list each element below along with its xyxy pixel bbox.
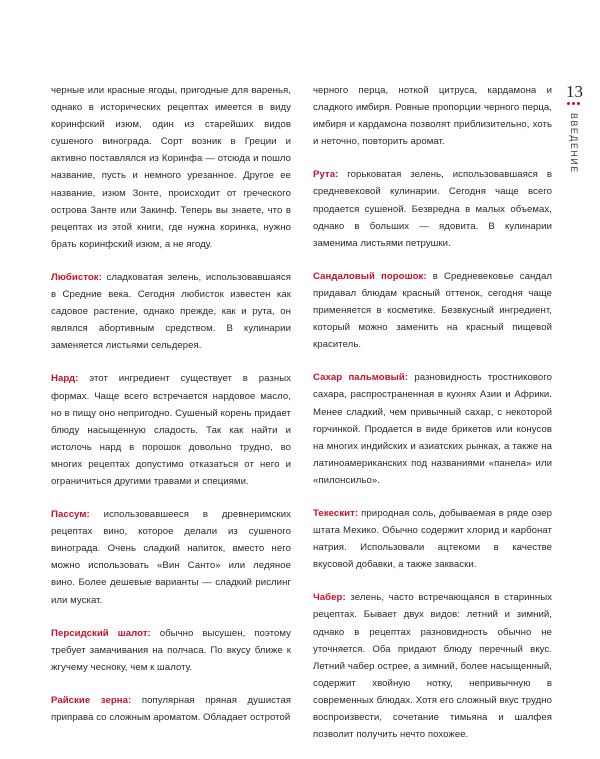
glossary-entry bbox=[313, 166, 552, 251]
entry-term: Текескит: bbox=[313, 507, 359, 519]
glossary-entry bbox=[51, 370, 291, 490]
page-number: 13 bbox=[566, 82, 583, 101]
entry-text: сладковатая зелень, использовавшаяся в Средние века. Сегодня любисток известен как садовое растение, однако прежде, как и рута, он являлся абортивным средством. В кулинарии заменяется листьями сельдерея. bbox=[51, 271, 291, 352]
decorative-dots bbox=[567, 102, 580, 105]
left-column bbox=[51, 82, 291, 742]
glossary-entry bbox=[313, 505, 552, 573]
entry-text: зелень, часто встречающаяся в старинных рецептах. Бывает двух видов: летний и зимний, однако в рецептах разновидность обычно не уточняется. Оба придают блюду перечный вкус. Летний чабер острее, а зимний, более насыщенный, содержит хвойную нотку, непривычную в современных блюдах. Хотя его сложный вкус трудно воспроизвести, сочетание тимьяна и шалфея позволит получить нечто похожее. bbox=[313, 592, 552, 741]
entry-term: Персидский шалот: bbox=[51, 627, 151, 639]
right-column bbox=[313, 82, 552, 759]
entry-text: разновидность тростникового сахара, распространенная в кухнях Азии и Африки. Менее сладкий, чем привычный сахар, с некоторой горчинкой. Продается в виде брикетов или конусов на многих индийских и азиатских рынках, а также на латиноамериканских под названиями «панела» или «пилонсильо». bbox=[313, 372, 552, 486]
entry-term: Сахар пальмовый: bbox=[313, 372, 409, 384]
glossary-entry bbox=[51, 269, 291, 354]
section-title: ВВЕДЕНИЕ bbox=[569, 113, 579, 174]
entry-term: Пассум: bbox=[51, 509, 90, 521]
entry-text: этот ингредиент существует в разных формах. Чаще всего встречается нардовое масло, но в пищу оно непригодно. Сушеный корень придает блюду насыщенную сладость. Так как найти и истолочь нард в порошок довольно трудно, во многих рецептах допустимо отказаться от него и ограничиться другими травами и специями. bbox=[51, 373, 291, 487]
glossary-entry bbox=[51, 692, 291, 726]
entry-text: в Средневековье сандал придавал блюдам красный оттенок, сегодня чаще применяется в косметике. Безвкусный ингредиент, который можно заменить на красный пищевой краситель. bbox=[313, 270, 552, 351]
entry-text: природная соль, добываемая в ряде озер штата Мехико. Обычно содержит хлорид и карбонат натрия. Использовали ацтекоми в качестве вкусовой добавки, а также закваски. bbox=[313, 507, 552, 571]
decorative-dot bbox=[572, 102, 575, 105]
glossary-entry bbox=[51, 625, 291, 676]
entry-text: черные или красные ягоды, пригодные для варенья, однако в исторических рецептах имеется в виду коринфский изюм, один из старейших видов сушеного винограда. Сорт возник в Греции и активно поставлялся из Коринфа — отсюда и пошло название, пусть и немного урезанное. Другое ее название, изюм Зонте, происходит от греческого острова Занте или Закинф. Теперь вы знаете, что в рецептах из этой книги, где нужна коринка, нужно брать коринфский изюм, а не ягоду. bbox=[51, 85, 291, 250]
entry-term: Рута: bbox=[313, 169, 339, 181]
glossary-entry bbox=[313, 589, 552, 743]
entry-term: Сандаловый порошок: bbox=[313, 270, 427, 282]
entry-term: Любисток: bbox=[51, 271, 102, 283]
glossary-entry bbox=[313, 369, 552, 489]
entry-text: горьковатая зелень, использовавшаяся в средневековой кулинарии. Сегодня чаще всего продается сушеной. Безвредна в малых объемах, однако в больших — ядовита. В кулинарии заменима листьями петрушки. bbox=[313, 169, 552, 249]
entry-text: черного перца, ноткой цитруса, кардамона и сладкого имбиря. Ровные пропорции черного перца, имбиря и кардамона позволят приблизительно, хоть и неточно, повторить аромат. bbox=[313, 85, 552, 148]
entry-text: обычно высушен, поэтому требует замачивания на полчаса. По вкусу ближе к жгучему чесноку, чем к шалоту. bbox=[51, 627, 291, 673]
entry-text: использовавшееся в древнеримских рецептах вино, которое делали из сушеного винограда. Очень сладкий напиток, вместо него можно использовать «Вин Санто» или ледяное вино. Более дешевые варианты — сладкий рислинг или мускат. bbox=[51, 509, 291, 606]
decorative-dot bbox=[577, 102, 580, 105]
glossary-entry bbox=[313, 268, 552, 353]
glossary-entry bbox=[313, 82, 552, 150]
glossary-entry bbox=[51, 506, 291, 609]
entry-term: Чабер: bbox=[313, 592, 346, 604]
entry-text: популярная пряная душистая приправа со сложным ароматом. Обладает остротой bbox=[51, 694, 291, 723]
entry-term: Райские зерна: bbox=[51, 694, 132, 706]
entry-term: Нард: bbox=[51, 373, 79, 385]
decorative-dot bbox=[567, 102, 570, 105]
glossary-entry bbox=[51, 82, 291, 253]
